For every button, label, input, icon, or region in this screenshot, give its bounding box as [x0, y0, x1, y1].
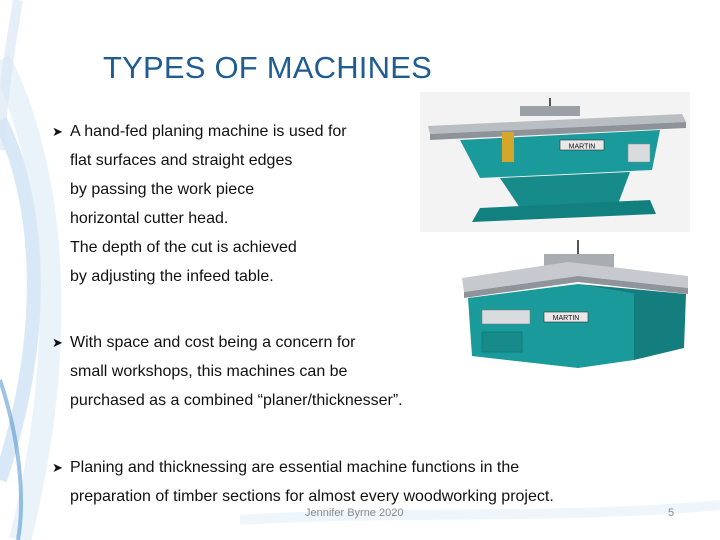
bullet-line: small workshops, this machines can be	[70, 363, 348, 380]
planer-thicknesser-machine-image	[458, 236, 692, 370]
bullet-line: preparation of timber sections for almost every woodworking project.	[70, 488, 554, 505]
arrow-bullet-icon: ➤	[52, 124, 63, 139]
bullet-line: by passing the work piece	[70, 181, 255, 198]
brand-label: MARTIN	[568, 143, 596, 151]
bullet-line: With space and cost being a concern for	[70, 334, 356, 351]
footer-author: Jennifer Byrne 2020	[305, 507, 404, 519]
bullet-item	[52, 117, 347, 291]
page-number: 5	[668, 507, 675, 519]
bullet-line: flat surfaces and straight edges	[70, 152, 293, 169]
arrow-bullet-icon: ➤	[52, 460, 63, 475]
bullet-line: A hand-fed planing machine is used for	[70, 123, 347, 140]
slide-title: TYPES OF MACHINES	[103, 50, 432, 85]
brand-label: MARTIN	[552, 315, 580, 322]
bullet-item	[52, 453, 554, 511]
bullet-line: The depth of the cut is achieved	[70, 239, 297, 256]
arrow-bullet-icon: ➤	[52, 335, 63, 350]
bullet-line: by adjusting the infeed table.	[70, 268, 274, 285]
bullet-line: Planing and thicknessing are essential machine functions in the	[70, 459, 520, 476]
bullet-line: purchased as a combined “planer/thicknesser”.	[70, 392, 403, 409]
bullet-line: horizontal cutter head.	[70, 210, 229, 227]
bullet-item	[52, 328, 403, 415]
planer-machine-image	[420, 92, 690, 232]
